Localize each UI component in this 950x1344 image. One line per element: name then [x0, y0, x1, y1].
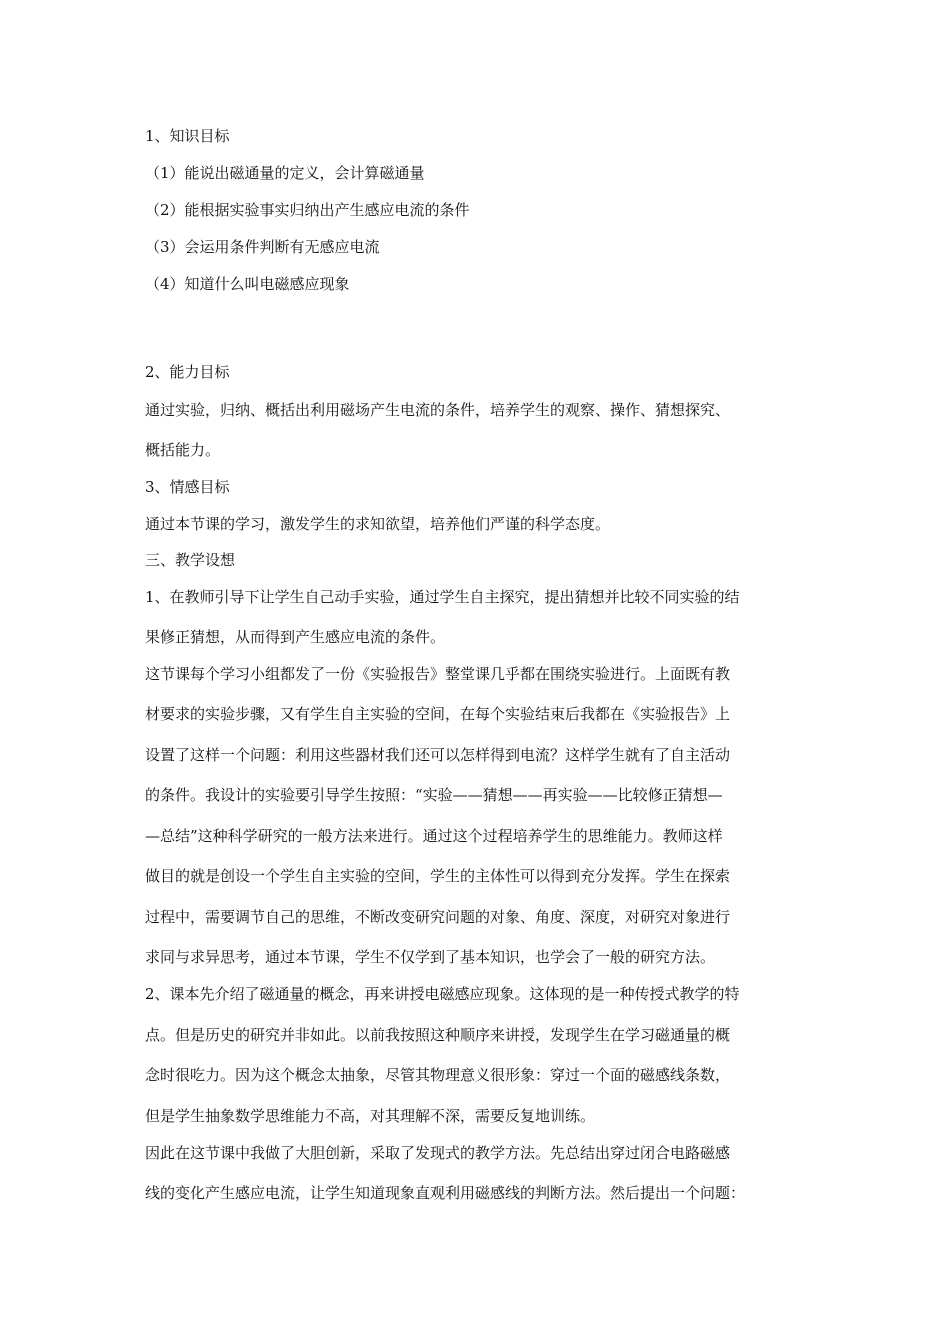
paragraph-line: —总结”这种科学研究的一般方法来进行。通过这个过程培养学生的思维能力。教师这样	[145, 827, 723, 845]
paragraph-line: 1、在教师引导下让学生自己动手实验，通过学生自主探究，提出猜想并比较不同实验的结	[145, 588, 740, 606]
paragraph-line: 线的变化产生感应电流，让学生知道现象直观利用磁感线的判断方法。然后提出一个问题：	[145, 1184, 746, 1202]
paragraph-line: 2、课本先介绍了磁通量的概念，再来讲授电磁感应现象。这体现的是一种传授式教学的特	[145, 985, 740, 1003]
heading-ability-goals: 2、能力目标	[145, 363, 230, 381]
heading-emotion-goals: 3、情感目标	[145, 478, 230, 496]
paragraph-line: 做目的就是创设一个学生自主实验的空间，学生的主体性可以得到充分发挥。学生在探索	[145, 867, 731, 885]
paragraph-line: 通过本节课的学习，激发学生的求知欲望，培养他们严谨的科学态度。	[145, 515, 611, 533]
paragraph-line: 求同与求异思考，通过本节课，学生不仅学到了基本知识，也学会了一般的研究方法。	[145, 948, 716, 966]
knowledge-goal-1: （1）能说出磁通量的定义，会计算磁通量	[145, 164, 425, 182]
paragraph-line: 因此在这节课中我做了大胆创新，采取了发现式的教学方法。先总结出穿过闭合电路磁感	[145, 1144, 731, 1162]
paragraph-line: 设置了这样一个问题：利用这些器材我们还可以怎样得到电流？这样学生就有了自主活动	[145, 746, 731, 764]
paragraph-line: 通过实验，归纳、概括出利用磁场产生电流的条件，培养学生的观察、操作、猜想探究、	[145, 401, 731, 419]
paragraph-line: 果修正猜想，从而得到产生感应电流的条件。	[145, 628, 446, 646]
paragraph-line: 过程中，需要调节自己的思维，不断改变研究问题的对象、角度、深度，对研究对象进行	[145, 908, 731, 926]
paragraph-line: 点。但是历史的研究并非如此。以前我按照这种顺序来讲授，发现学生在学习磁通量的概	[145, 1026, 731, 1044]
paragraph-line: 的条件。我设计的实验要引导学生按照：“实验——猜想——再实验——比较修正猜想—	[145, 786, 723, 804]
knowledge-goal-4: （4）知道什么叫电磁感应现象	[145, 275, 350, 293]
paragraph-line: 但是学生抽象数学思维能力不高，对其理解不深，需要反复地训练。	[145, 1107, 596, 1125]
paragraph-line: 概括能力。	[145, 441, 221, 459]
paragraph-line: 念时很吃力。因为这个概念太抽象，尽管其物理意义很形象：穿过一个面的磁感线条数，	[145, 1066, 731, 1084]
heading-teaching-ideas: 三、教学设想	[145, 551, 236, 569]
heading-knowledge-goals: 1、知识目标	[145, 127, 230, 145]
knowledge-goal-3: （3）会运用条件判断有无感应电流	[145, 238, 380, 256]
paragraph-line: 材要求的实验步骤，又有学生自主实验的空间，在每个实验结束后我都在《实验报告》上	[145, 705, 731, 723]
knowledge-goal-2: （2）能根据实验事实归纳出产生感应电流的条件	[145, 201, 470, 219]
paragraph-line: 这节课每个学习小组都发了一份《实验报告》整堂课几乎都在围绕实验进行。上面既有教	[145, 665, 731, 683]
